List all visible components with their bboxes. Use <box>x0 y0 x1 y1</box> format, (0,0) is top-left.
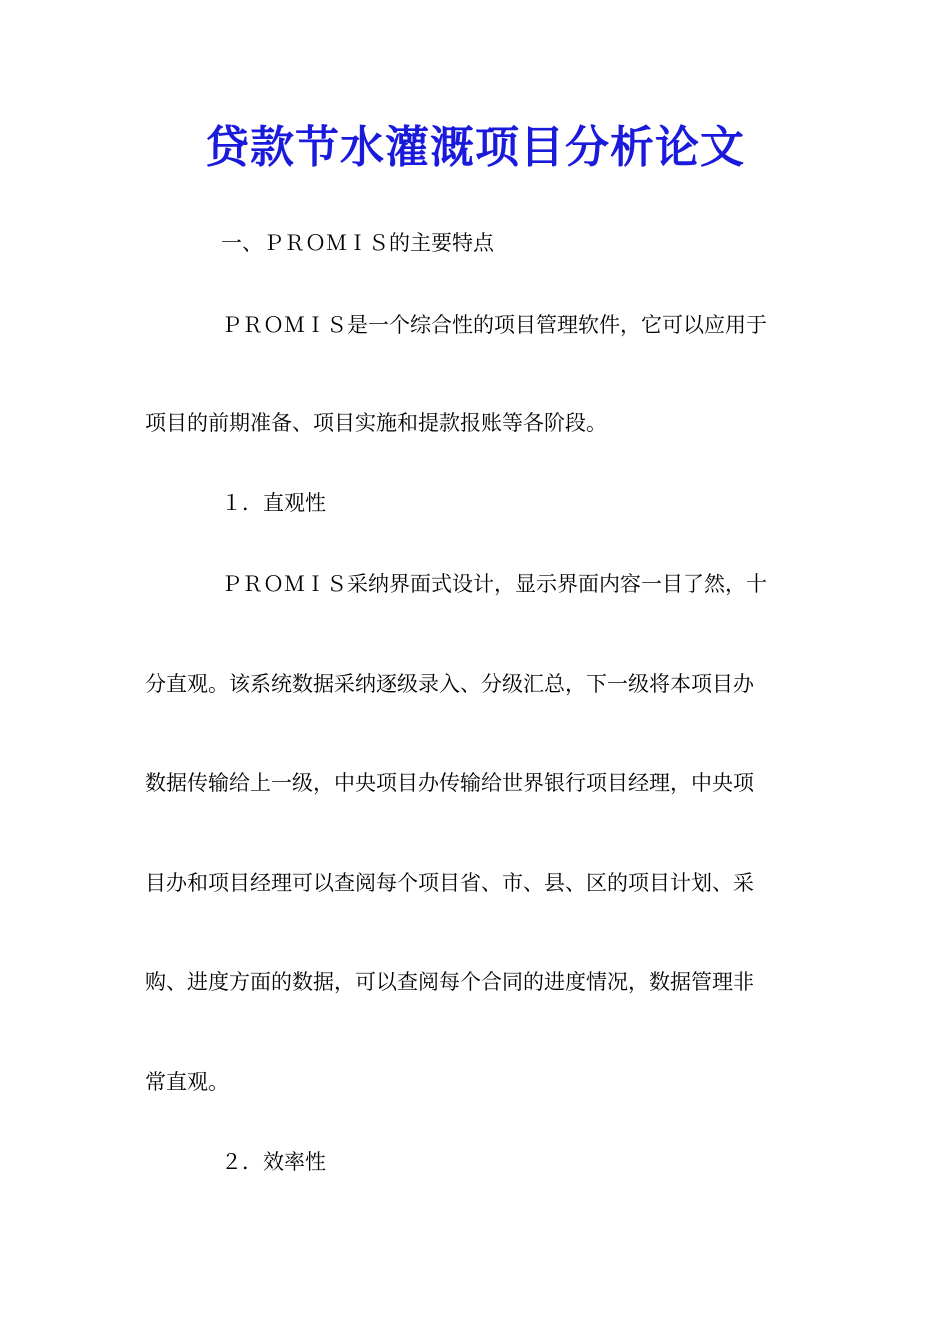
paragraph-line: 常直观。 <box>145 1070 229 1094</box>
paragraph-line: ＰＲＯＭＩＳ是一个综合性的项目管理软件，它可以应用于 <box>221 313 767 337</box>
paragraph-line: 分直观。该系统数据采纳逐级录入、分级汇总，下一级将本项目办 <box>145 672 754 696</box>
paragraph-line: 项目的前期准备、项目实施和提款报账等各阶段。 <box>145 411 607 435</box>
section-heading: 一、ＰＲＯＭＩＳ的主要特点 <box>221 231 494 255</box>
paragraph-line: 数据传输给上一级，中央项目办传输给世界银行项目经理，中央项 <box>145 771 754 795</box>
subsection-heading: １．直观性 <box>221 491 326 515</box>
document-title: 贷款节水灌溉项目分析论文 <box>205 122 745 173</box>
subsection-heading: ２．效率性 <box>221 1150 326 1174</box>
paragraph-line: ＰＲＯＭＩＳ采纳界面式设计，显示界面内容一目了然，十 <box>221 572 767 596</box>
paragraph-line: 购、进度方面的数据，可以查阅每个合同的进度情况，数据管理非 <box>145 970 754 994</box>
paragraph-line: 目办和项目经理可以查阅每个项目省、市、县、区的项目计划、采 <box>145 871 754 895</box>
